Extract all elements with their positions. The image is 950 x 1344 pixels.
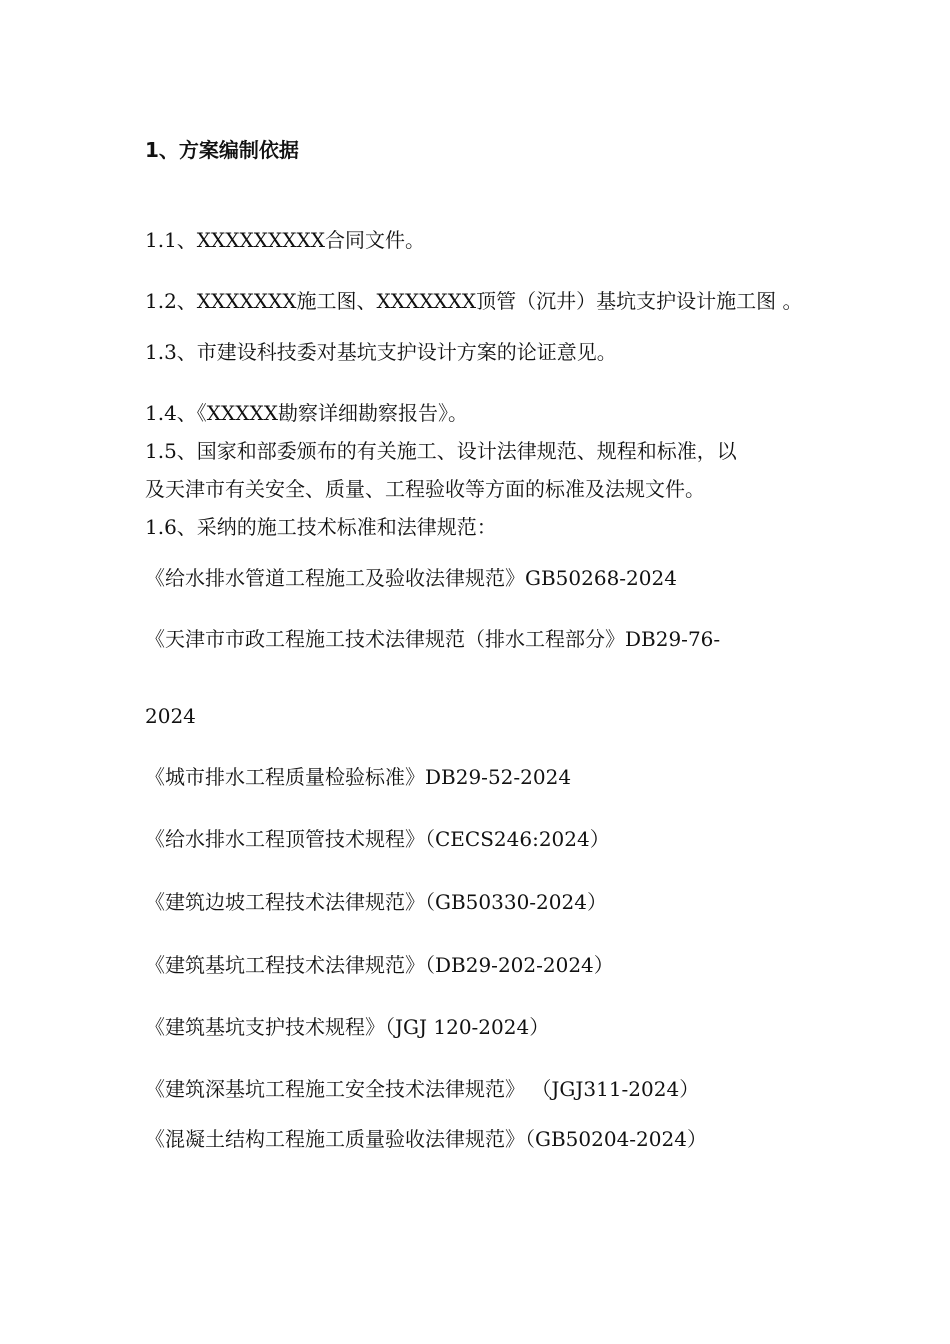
- item-1-3: 1.3、市建设科技委对基坑支护设计方案的论证意见。: [145, 340, 617, 364]
- item-1-1: 1.1、XXXXXXXXX合同文件。: [145, 228, 425, 252]
- standard-item: 《建筑深基坑工程施工安全技术法律规范》 （JGJ311-2024）: [145, 1077, 700, 1101]
- standard-item: 《建筑边坡工程技术法律规范》（GB50330-2024）: [145, 890, 607, 914]
- section-heading: 1、方案编制依据: [145, 138, 299, 162]
- standard-item: 《给水排水管道工程施工及验收法律规范》GB50268-2024: [145, 566, 677, 590]
- standard-item: 《给水排水工程顶管技术规程》（CECS246:2024）: [145, 827, 610, 851]
- item-1-4: 1.4、《XXXXX勘察详细勘察报告》。: [145, 401, 468, 425]
- standard-item: 《混凝土结构工程施工质量验收法律规范》（GB50204-2024）: [145, 1127, 707, 1151]
- standard-item: 《天津市市政工程施工技术法律规范（排水工程部分》DB29-76-: [145, 627, 721, 651]
- standard-item-continuation: 2024: [145, 704, 196, 728]
- item-1-5-line-2: 及天津市有关安全、质量、工程验收等方面的标准及法规文件。: [145, 477, 705, 501]
- standard-item: 《建筑基坑工程技术法律规范》（DB29-202-2024）: [145, 953, 614, 977]
- item-1-6: 1.6、采纳的施工技术标准和法律规范：: [145, 515, 497, 539]
- standard-item: 《建筑基坑支护技术规程》（JGJ 120-2024）: [145, 1015, 550, 1039]
- item-1-5-line-1: 1.5、国家和部委颁布的有关施工、设计法律规范、规程和标准，以: [145, 439, 737, 463]
- standard-item: 《城市排水工程质量检验标准》DB29-52-2024: [145, 765, 572, 789]
- item-1-2: 1.2、XXXXXXX施工图、XXXXXXX顶管（沉井）基坑支护设计施工图 。: [145, 289, 803, 313]
